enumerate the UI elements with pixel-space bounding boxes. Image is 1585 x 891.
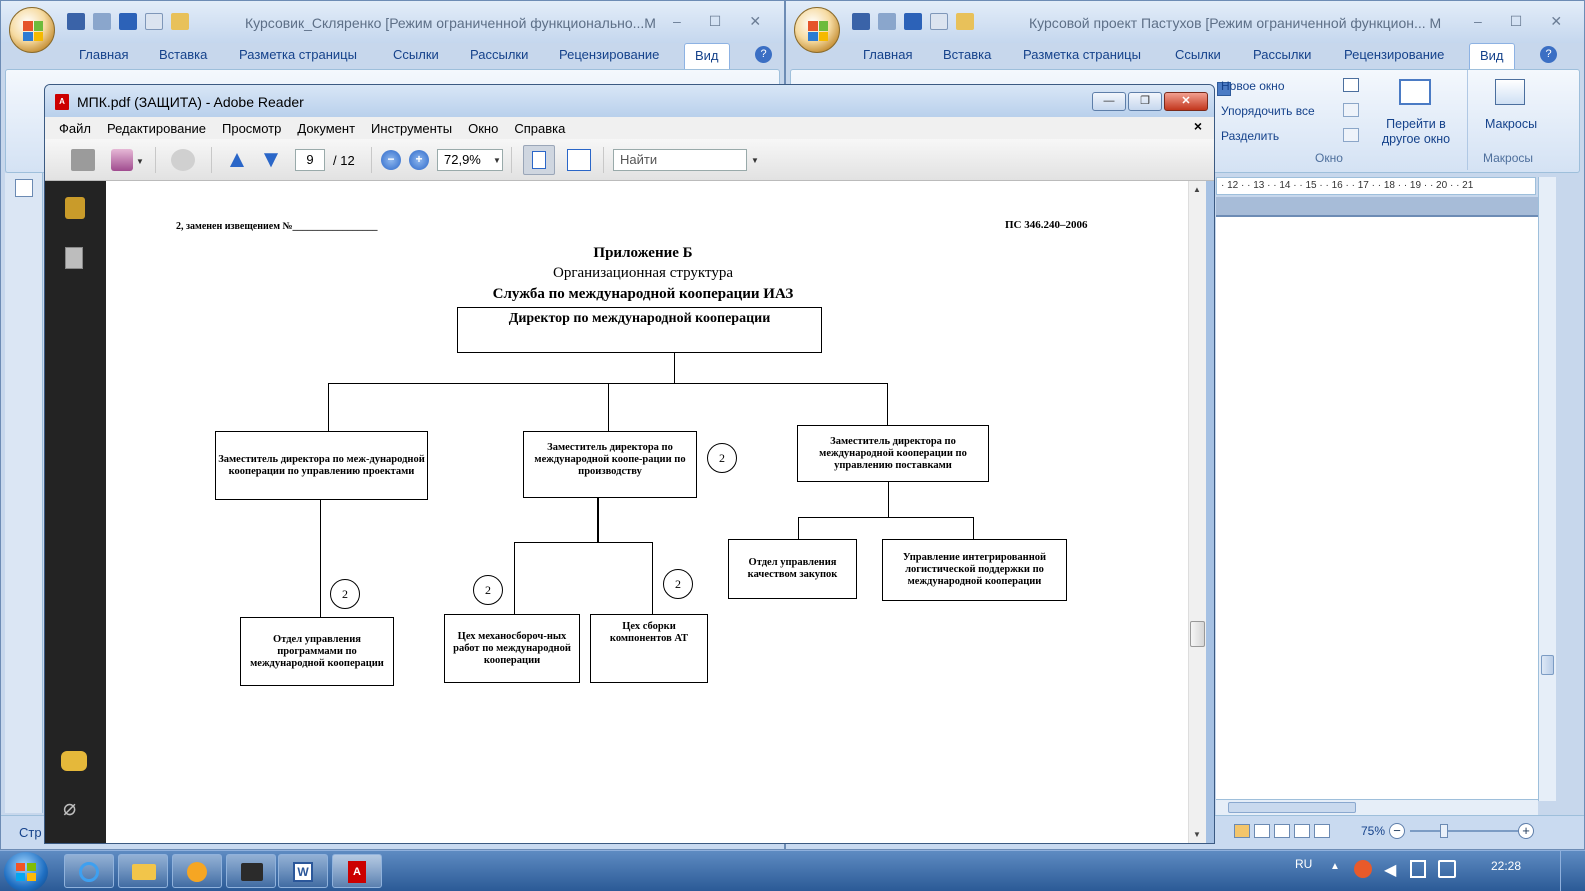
security-lock-icon[interactable] [65,197,85,219]
undo-icon[interactable] [878,13,896,30]
word-icon: W [293,862,313,882]
tab-review[interactable]: Рецензирование [559,47,660,62]
new-window-button[interactable]: Новое окно [1221,79,1285,93]
switch-window-icon [1399,79,1431,105]
find-input[interactable]: Найти [613,149,747,171]
menu-tools[interactable]: Инструменты [371,120,453,136]
change-mark: 2 [707,443,737,473]
tab-review[interactable]: Рецензирование [1344,47,1445,62]
word-right-tabs [786,43,1584,69]
scroll-thumb[interactable] [1190,621,1205,647]
tab-home[interactable]: Главная [79,47,129,62]
scroll-up-icon[interactable]: ▲ [1193,185,1201,194]
share-glyph [111,149,133,171]
maximize-icon[interactable]: ☐ [1509,13,1523,29]
app-icon [241,863,263,881]
menu-file[interactable]: Файл [59,120,91,136]
org-box-deputy-supply: Заместитель директора по международной кооперации по управлению поставками [797,425,989,482]
change-mark: 2 [330,579,360,609]
scroll-thumb[interactable] [1541,655,1554,675]
tab-view[interactable]: Вид [1469,43,1515,69]
tab-insert[interactable]: Вставка [159,47,208,62]
menu-window[interactable]: Окно [468,120,499,136]
tab-page-layout[interactable]: Разметка страницы [239,47,357,62]
outline-icon[interactable] [1294,824,1310,838]
adobe-toolbar [45,139,1214,181]
page-total: / 12 [333,153,355,168]
restore-icon: ❐ [1140,95,1150,107]
tab-home[interactable]: Главная [863,47,913,62]
zoom-slider[interactable] [1410,830,1518,832]
taskbar-mail[interactable] [172,854,222,888]
close-icon: ✕ [1181,95,1191,107]
adobe-titlebar [45,85,1214,117]
comments-icon[interactable] [61,751,87,771]
connector-line [320,499,321,621]
connector-line [608,383,609,435]
show-desktop-button[interactable] [1560,851,1585,891]
view-buttons [1234,824,1330,840]
zoom-in-icon[interactable]: + [1518,823,1534,839]
org-box-shop-assembly: Цех сборки компонентов АТ [590,614,708,683]
toolbar-separator [371,147,372,173]
page-top-margin [1216,197,1538,215]
find-dropdown-icon[interactable]: ▼ [751,156,759,165]
change-mark: 2 [473,575,503,605]
org-box-director: Директор по международной кооперации [457,307,822,353]
connector-line [514,542,515,618]
macros-button[interactable] [1471,75,1551,147]
help-icon[interactable]: ? [755,46,772,63]
full-screen-icon[interactable] [1254,824,1270,838]
taskbar-app[interactable] [226,854,276,888]
undo-icon[interactable] [93,13,111,30]
menu-document[interactable]: Документ [297,120,356,136]
horizontal-ruler: · 12 · · 13 · · 14 · · 15 · · 16 · · 17 · · 18 · · 19 · · 20 · · 21 [1216,177,1536,195]
macros-label: Макросы [1484,117,1538,131]
org-box-deputy-projects: Заместитель директора по меж-дународной кооперации по управлению проектами [215,431,428,500]
toolbar-separator [211,147,212,173]
open-icon[interactable] [171,13,189,30]
tab-view[interactable]: Вид [684,43,730,69]
print-icon[interactable] [71,149,95,171]
tab-insert[interactable]: Вставка [943,47,992,62]
adobe-reader-icon: A [348,861,366,883]
word-right-title: Курсовой проект Пастухов [Режим ограниченной функцион... М [1029,15,1442,31]
attachments-icon[interactable]: ⌀ [63,795,77,820]
menu-help[interactable]: Справка [514,120,566,136]
connector-line [514,542,652,543]
macros-group-label: Макросы [1483,151,1534,165]
adobe-title: МПК.pdf (ЗАЩИТА) - Adobe Reader [77,94,304,110]
ribbon-separator [1467,70,1468,170]
org-box-dept-quality: Отдел управления качеством закупок [728,539,857,599]
zoom-out-icon[interactable]: − [1389,823,1405,839]
redo-icon[interactable] [904,13,922,30]
page-header-right: ПС 346.240–2006 [1005,219,1088,231]
heading-appendix: Приложение Б [593,245,693,261]
fit-page-glyph [532,151,546,169]
tab-mailings[interactable]: Рассылки [1253,47,1312,62]
tab-page-layout[interactable]: Разметка страницы [1023,47,1141,62]
connector-line [798,517,799,539]
redo-icon[interactable] [119,13,137,30]
close-icon[interactable]: ✕ [749,13,762,29]
minimize-icon[interactable]: – [673,13,681,29]
word-left-tabs [1,43,784,69]
zoom-dropdown-icon[interactable]: ▼ [493,156,501,165]
folder-icon [132,864,156,880]
office-logo-icon [23,21,43,41]
scroll-down-icon[interactable]: ▼ [1193,830,1201,839]
switch-window-button[interactable] [1371,75,1461,155]
heading-org-structure: Организационная структура [553,265,733,281]
pdf-vscroll[interactable] [1188,181,1206,843]
side-by-side-icon[interactable] [1343,78,1359,92]
zoom-input[interactable]: 72,9% [437,149,503,171]
fit-page-icon[interactable] [523,145,555,175]
word-left-window-controls [673,13,761,30]
connector-line [597,497,599,543]
tab-mailings[interactable]: Рассылки [470,47,529,62]
comment-icon[interactable] [171,149,195,171]
connector-line [888,481,889,517]
word-left-title: Курсовик_Скляренко [Режим ограниченной функционально...М [245,15,656,31]
menu-view[interactable]: Просмотр [222,120,282,136]
heading-service: Служба по международной кооперации ИАЗ [492,286,794,302]
navigation-sidebar [45,181,106,843]
volume-icon[interactable]: ◀ [1384,862,1397,879]
office-logo-icon [808,21,828,41]
ie-icon [79,862,99,882]
org-box-deputy-production: Заместитель директора по международной коопе-рации по производству [523,431,697,498]
fit-width-icon[interactable] [567,149,591,171]
word-right-window-controls [1474,13,1562,30]
menu-edit[interactable]: Редактирование [106,120,206,136]
minimize-icon[interactable]: – [1474,13,1482,29]
adobe-reader-window [44,84,1215,844]
pdf-file-icon: A [55,94,69,110]
taskbar-explorer[interactable] [118,854,168,888]
pdf-page [106,181,1190,844]
split-button[interactable]: Разделить [1221,129,1280,143]
toolbar-separator [511,147,512,173]
next-page-icon[interactable]: ▼ [259,146,283,173]
quick-access-toolbar-left [67,13,189,30]
pages-icon[interactable] [65,247,83,269]
word-right-hscroll[interactable] [1216,799,1538,815]
start-button[interactable] [4,852,48,891]
pdf-viewport [106,181,1188,843]
vertical-ruler-left [5,173,43,813]
taskbar [0,850,1585,891]
maximize-icon[interactable]: ☐ [708,13,722,29]
page-header-left: 2, заменен извещением №_________________ [176,221,378,232]
adobe-restore-button[interactable] [1128,92,1162,111]
adobe-menubar [45,117,1214,139]
zoom-slider-thumb[interactable] [1440,824,1448,838]
zoom-level[interactable]: 75% [1361,824,1386,838]
org-box-dept-programs: Отдел управления программами по международной кооперации [240,617,394,686]
windows-logo-icon [16,863,36,881]
toolbar-separator [155,147,156,173]
tray-expand-icon[interactable]: ▲ [1330,861,1340,872]
taskbar-ie[interactable] [64,854,114,888]
minimize-icon: — [1103,95,1115,107]
open-icon[interactable] [956,13,974,30]
connector-line [328,383,329,435]
language-indicator[interactable]: RU [1295,857,1313,871]
print-preview-icon[interactable] [145,13,163,30]
tray-antivirus-icon[interactable] [1354,860,1372,878]
adobe-minimize-button[interactable] [1092,92,1126,111]
org-box-dept-logistics: Управление интегрированной логистической поддержки по международной кооперации [882,539,1067,601]
toolbar-separator [603,147,604,173]
connector-line [652,542,653,618]
save-icon[interactable] [67,13,85,30]
tab-selector-icon[interactable] [15,179,33,197]
org-box-shop-mech: Цех механосбороч-ных работ по международной кооперации [444,614,580,683]
reset-position-icon[interactable] [1343,128,1359,142]
tab-references[interactable]: Ссылки [1175,47,1221,62]
word-right-page [1216,215,1538,799]
change-mark: 2 [663,569,693,599]
share-icon[interactable] [111,149,145,171]
tab-references[interactable]: Ссылки [393,47,439,62]
document-close-icon[interactable]: × [1193,118,1202,134]
network-icon[interactable] [1438,860,1456,878]
share-dropdown-icon: ▼ [136,157,144,166]
connector-line [674,349,675,383]
mail-agent-icon [187,862,207,882]
draft-icon[interactable] [1314,824,1330,838]
connector-line [798,517,974,518]
taskbar-adobe[interactable] [332,854,382,888]
connector-line [973,517,974,539]
zoom-out-icon[interactable]: − [381,150,401,170]
clock[interactable]: 22:28 [1491,859,1522,873]
hscroll-thumb[interactable] [1228,802,1356,813]
zoom-in-icon[interactable]: + [409,150,429,170]
print-layout-icon[interactable] [1234,824,1250,838]
previous-page-icon[interactable]: ▲ [225,146,249,173]
macros-icon [1495,79,1525,105]
web-layout-icon[interactable] [1274,824,1290,838]
print-preview-icon[interactable] [930,13,948,30]
help-icon[interactable]: ? [1540,46,1557,63]
page-number-input[interactable]: 9 [295,149,325,171]
close-icon[interactable]: ✕ [1550,13,1563,29]
quick-access-toolbar-right [852,13,974,30]
status-page-label: Стр [19,825,42,840]
save-icon[interactable] [852,13,870,30]
arrange-all-button[interactable]: Упорядочить все [1221,104,1315,118]
sync-scroll-icon[interactable] [1343,103,1359,117]
window-group-label: Окно [1315,151,1343,165]
adobe-close-button[interactable] [1164,92,1208,111]
word-right-vscroll[interactable] [1538,177,1556,801]
switch-window-label: Перейти в другое окно [1381,117,1451,146]
usb-device-icon[interactable] [1410,860,1426,878]
taskbar-word[interactable] [278,854,328,888]
